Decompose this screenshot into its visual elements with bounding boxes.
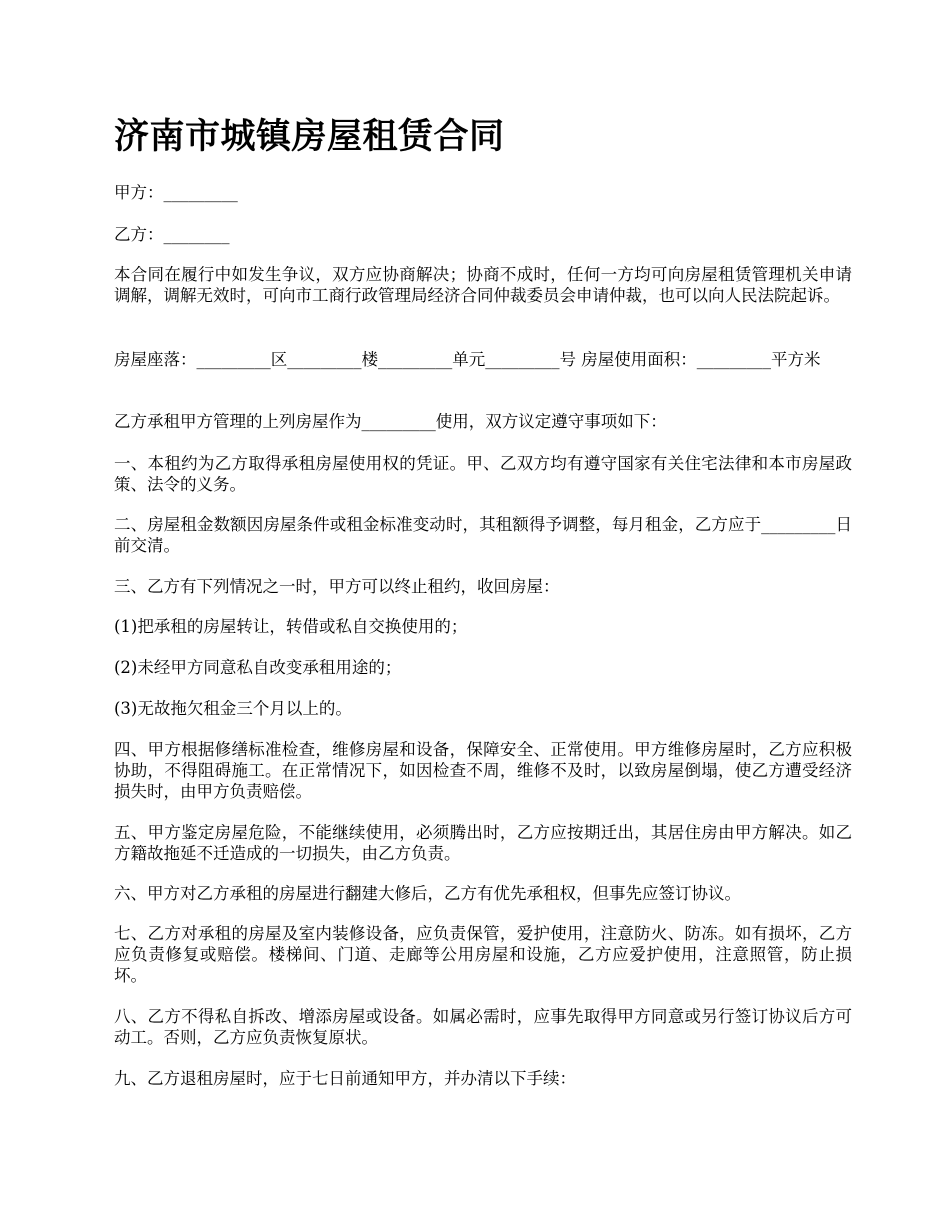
clause-3-item-2: (2)未经甲方同意私自改变承租用途的；	[114, 658, 402, 677]
clause-8: 八、乙方不得私自拆改、增添房屋或设备。如属必需时，应事先取得甲方同意或另行签订协议后方可动工。否则，乙方应负责恢复原状。	[114, 1007, 852, 1047]
clause-1: 一、本租约为乙方取得承租房屋使用权的凭证。甲、乙双方均有遵守国家有关住宅法律和本市房屋政策、法令的义务。	[114, 454, 852, 494]
clause-9: 九、乙方退租房屋时，应于七日前通知甲方，并办清以下手续：	[114, 1069, 576, 1088]
property-location: 房屋座落：_________区_________楼_________单元_________号 房屋使用面积：_________平方米	[114, 350, 821, 369]
clause-3: 三、乙方有下列情况之一时，甲方可以终止租约，收回房屋：	[114, 577, 560, 596]
clause-5: 五、甲方鉴定房屋危险，不能继续使用，必须腾出时，乙方应按期迁出，其居住房由甲方解决。如乙方籍故拖延不迁造成的一切损失，由乙方负责。	[114, 823, 852, 863]
dispute-clause: 本合同在履行中如发生争议，双方应协商解决；协商不成时，任何一方均可向房屋租赁管理机关申请调解，调解无效时，可向市工商行政管理局经济合同仲裁委员会申请仲裁，也可以向人民法院起诉。	[114, 265, 852, 305]
clause-6: 六、甲方对乙方承租的房屋进行翻建大修后，乙方有优先承租权，但事先应签订协议。	[114, 884, 741, 903]
usage-statement: 乙方承租甲方管理的上列房屋作为_________使用，双方议定遵守事项如下：	[114, 412, 667, 431]
clause-7: 七、乙方对承租的房屋及室内装修设备，应负责保管，爱护使用，注意防火、防冻。如有损坏，乙方应负责修复或赔偿。楼梯间、门道、走廊等公用房屋和设施，乙方应爱护使用，注意照管，防止损坏。	[114, 924, 852, 985]
clause-2: 二、房屋租金数额因房屋条件或租金标准变动时，其租额得予调整，每月租金，乙方应于_________日前交清。	[114, 515, 852, 555]
clause-4: 四、甲方根据修缮标准检查，维修房屋和设备，保障安全、正常使用。甲方维修房屋时，乙方应积极协助，不得阻碍施工。在正常情况下，如因检查不周，维修不及时，以致房屋倒塌，使乙方遭受经济损失时，由甲方负责赔偿。	[114, 740, 852, 801]
clause-3-item-3: (3)无故拖欠租金三个月以上的。	[114, 699, 352, 718]
party-a-line: 甲方：_________	[114, 183, 238, 202]
clause-3-item-1: (1)把承租的房屋转让，转借或私自交换使用的；	[114, 617, 468, 636]
party-b-line: 乙方：________	[114, 225, 230, 244]
page-title: 济南市城镇房屋租赁合同	[114, 117, 505, 157]
